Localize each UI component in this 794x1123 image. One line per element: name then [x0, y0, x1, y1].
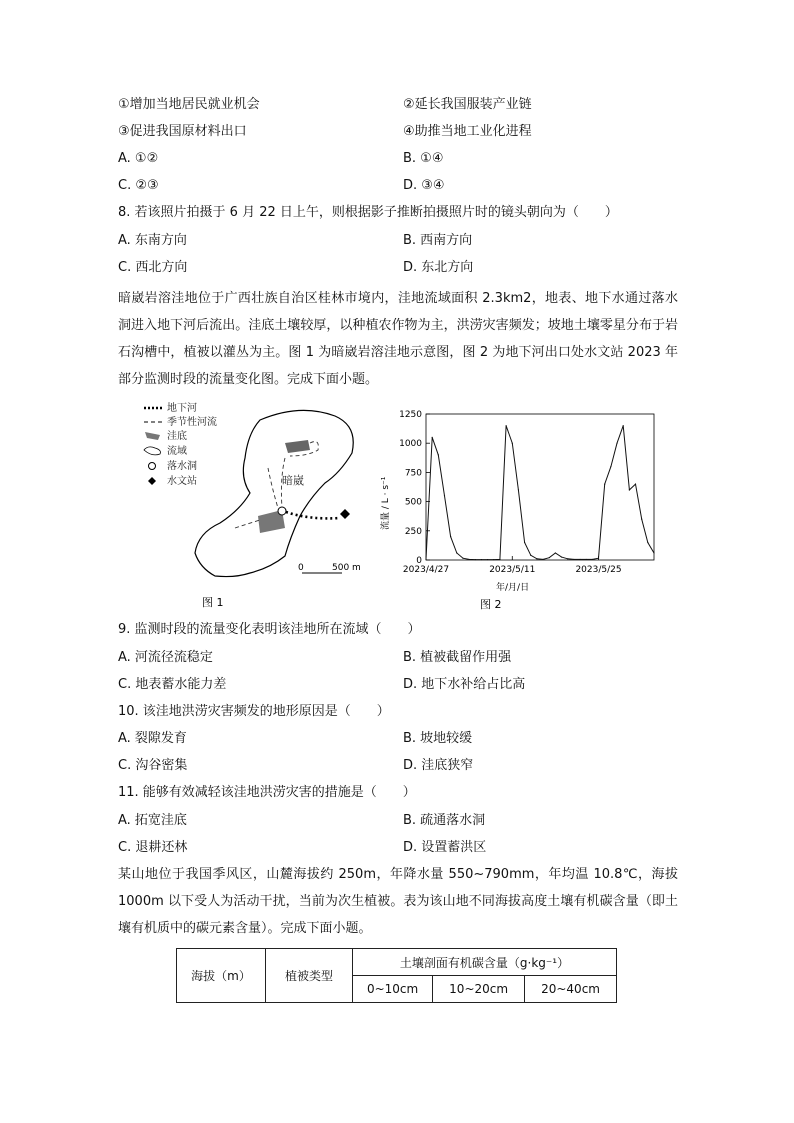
figure-2-caption: 图 2 [480, 598, 502, 611]
q10-option-a[interactable]: A. 裂隙发育 [118, 731, 187, 746]
flow-point [481, 559, 482, 560]
flow-point [567, 558, 568, 559]
header-depth-10-20: 10~20cm [433, 976, 525, 1003]
gauging-station-marker [340, 509, 350, 519]
y-tick-label-4: 250 [404, 526, 422, 537]
flow-point [623, 425, 624, 426]
q9-option-a[interactable]: A. 河流径流稳定 [118, 650, 213, 665]
q10-option-d[interactable]: D. 洼底狭窄 [403, 758, 474, 773]
header-soil-carbon: 土壤剖面有机碳含量（g·kg⁻¹） [353, 949, 617, 976]
flow-point [438, 454, 439, 455]
flow-point [641, 519, 642, 520]
q8-option-c[interactable]: C. 西北方向 [118, 260, 188, 275]
flow-point [518, 489, 519, 490]
flow-point [499, 559, 500, 560]
legend-seasonal-river: 季节性河流 [167, 417, 217, 428]
flow-point [456, 552, 457, 553]
flow-series-line [426, 426, 654, 560]
flow-point [653, 552, 654, 553]
flow-point [604, 483, 605, 484]
legend-underground-river: 地下河 [167, 403, 197, 414]
flow-point [444, 495, 445, 496]
q9-stem: 9. 监测时段的流量变化表明该洼地所在流域（ ） [118, 622, 421, 637]
flow-point [549, 557, 550, 558]
y-tick-label-3: 500 [404, 497, 422, 508]
q9-option-b[interactable]: B. 植被截留作用强 [403, 650, 512, 665]
flow-point [647, 542, 648, 543]
x-tick-label-2: 2023/5/25 [575, 565, 622, 575]
flow-point [555, 552, 556, 553]
depression-floor-north [285, 440, 310, 453]
passage-mountain-soil: 某山地位于我国季风区，山麓海拔约 250m，年降水量 550~790mm，年均温 10.8℃，海拔 1000m 以下受人为活动干扰，当前为次生植被。表为该山地不同海拔高度土壤有机碳含量（即土壤有机质中的碳元素含量）。完成下面小题。 [118, 867, 678, 936]
legend-depression-floor: 洼底 [167, 431, 187, 442]
flow-point [586, 559, 587, 560]
x-axis-label: 年/月/日 [496, 583, 530, 593]
flow-point [542, 559, 543, 560]
y-tick-label-1: 1000 [399, 439, 422, 450]
flow-point [592, 559, 593, 560]
q7-option-c[interactable]: C. ②③ [118, 178, 159, 193]
q7-option-a[interactable]: A. ①② [118, 151, 159, 166]
x-tick-label-0: 2023/4/27 [402, 565, 450, 575]
flow-point [432, 437, 433, 438]
underground-river [286, 512, 340, 518]
flow-point [475, 559, 476, 560]
q7-item-1: ①增加当地居民就业机会 [118, 97, 260, 112]
header-vegetation: 植被类型 [266, 949, 353, 1003]
q7-item-2: ②延长我国服装产业链 [403, 97, 532, 112]
q11-stem: 11. 能够有效减轻该洼地洪涝灾害的措施是（ ） [118, 785, 416, 800]
flow-point [561, 556, 562, 557]
flow-point [573, 559, 574, 560]
q10-option-b[interactable]: B. 坡地较缓 [403, 731, 473, 746]
figure-2-chart [378, 400, 664, 613]
q7-option-d[interactable]: D. ③④ [403, 178, 445, 193]
flow-point [629, 489, 630, 490]
flow-point [598, 558, 599, 559]
flow-point [524, 542, 525, 543]
flow-point [450, 536, 451, 537]
y-tick-label-0: 1250 [399, 410, 422, 420]
flow-point [512, 443, 513, 444]
figure-1-caption: 图 1 [202, 596, 224, 609]
sinkhole-marker [278, 507, 286, 515]
svg-text:500 m: 500 m [332, 563, 361, 573]
y-axis-label: 流量 / L · s⁻¹ [381, 476, 391, 530]
place-label-ankwai: 暗崴 [282, 474, 304, 487]
q7-option-b[interactable]: B. ①④ [403, 151, 444, 166]
q9-option-c[interactable]: C. 地表蓄水能力差 [118, 677, 227, 692]
q11-option-c[interactable]: C. 退耕还林 [118, 840, 188, 855]
flow-point [425, 559, 426, 560]
flow-point [610, 466, 611, 467]
flow-point [493, 559, 494, 560]
flow-point [462, 558, 463, 559]
q10-option-c[interactable]: C. 沟谷密集 [118, 758, 188, 773]
q8-option-d[interactable]: D. 东北方向 [403, 260, 474, 275]
q11-option-a[interactable]: A. 拓宽洼底 [118, 813, 187, 828]
q8-option-b[interactable]: B. 西南方向 [403, 233, 473, 248]
flow-point [469, 559, 470, 560]
map-legend [144, 401, 217, 487]
header-altitude: 海拔（m） [177, 949, 266, 1003]
legend-gauging-station: 水文站 [167, 476, 197, 487]
q7-item-3: ③促进我国原材料出口 [118, 124, 247, 139]
y-tick-label-2: 750 [404, 468, 422, 479]
flow-point [635, 483, 636, 484]
q8-stem: 8. 若该照片拍摄于 6 月 22 日上午，则根据影子推断拍摄照片时的镜头朝向为（ ） [118, 205, 618, 220]
q7-item-4: ④助推当地工业化进程 [403, 124, 532, 139]
q9-option-d[interactable]: D. 地下水补给占比高 [403, 677, 526, 692]
legend-sinkhole: 落水洞 [167, 461, 197, 472]
flow-point [487, 559, 488, 560]
q8-option-a[interactable]: A. 东南方向 [118, 233, 187, 248]
q11-option-b[interactable]: B. 疏通落水洞 [403, 813, 486, 828]
flow-point [530, 555, 531, 556]
header-depth-0-10: 0~10cm [353, 976, 433, 1003]
svg-text:0: 0 [298, 563, 304, 573]
y-tick-label-5: 0 [416, 556, 422, 566]
scale-bar [298, 563, 361, 573]
flow-point [616, 443, 617, 444]
flow-point [506, 425, 507, 426]
flow-point [579, 559, 580, 560]
flow-point [536, 558, 537, 559]
passage-karst-depression: 暗崴岩溶洼地位于广西壮族自治区桂林市境内，洼地流域面积 2.3km2，地表、地下水通过落水洞进入地下河后流出。洼底土壤较厚，以种植农作物为主，洪涝灾害频发；坡地土壤零星分布于岩石沟槽中，植被以灌丛为主。图 1 为暗崴岩溶洼地示意图，图 2 为地下河出口处水文站 2023 年部分监测时段的流量变化图。完成下面小题。 [118, 291, 678, 387]
header-depth-20-40: 20~40cm [525, 976, 617, 1003]
q10-stem: 10. 该洼地洪涝灾害频发的地形原因是（ ） [118, 704, 390, 719]
figure-1-map [140, 398, 370, 613]
x-tick-label-1: 2023/5/11 [489, 565, 536, 575]
soil-carbon-table [176, 948, 617, 1003]
catchment-boundary [195, 410, 353, 576]
legend-catchment: 流域 [167, 446, 187, 457]
q11-option-d[interactable]: D. 设置蓄洪区 [403, 840, 487, 855]
